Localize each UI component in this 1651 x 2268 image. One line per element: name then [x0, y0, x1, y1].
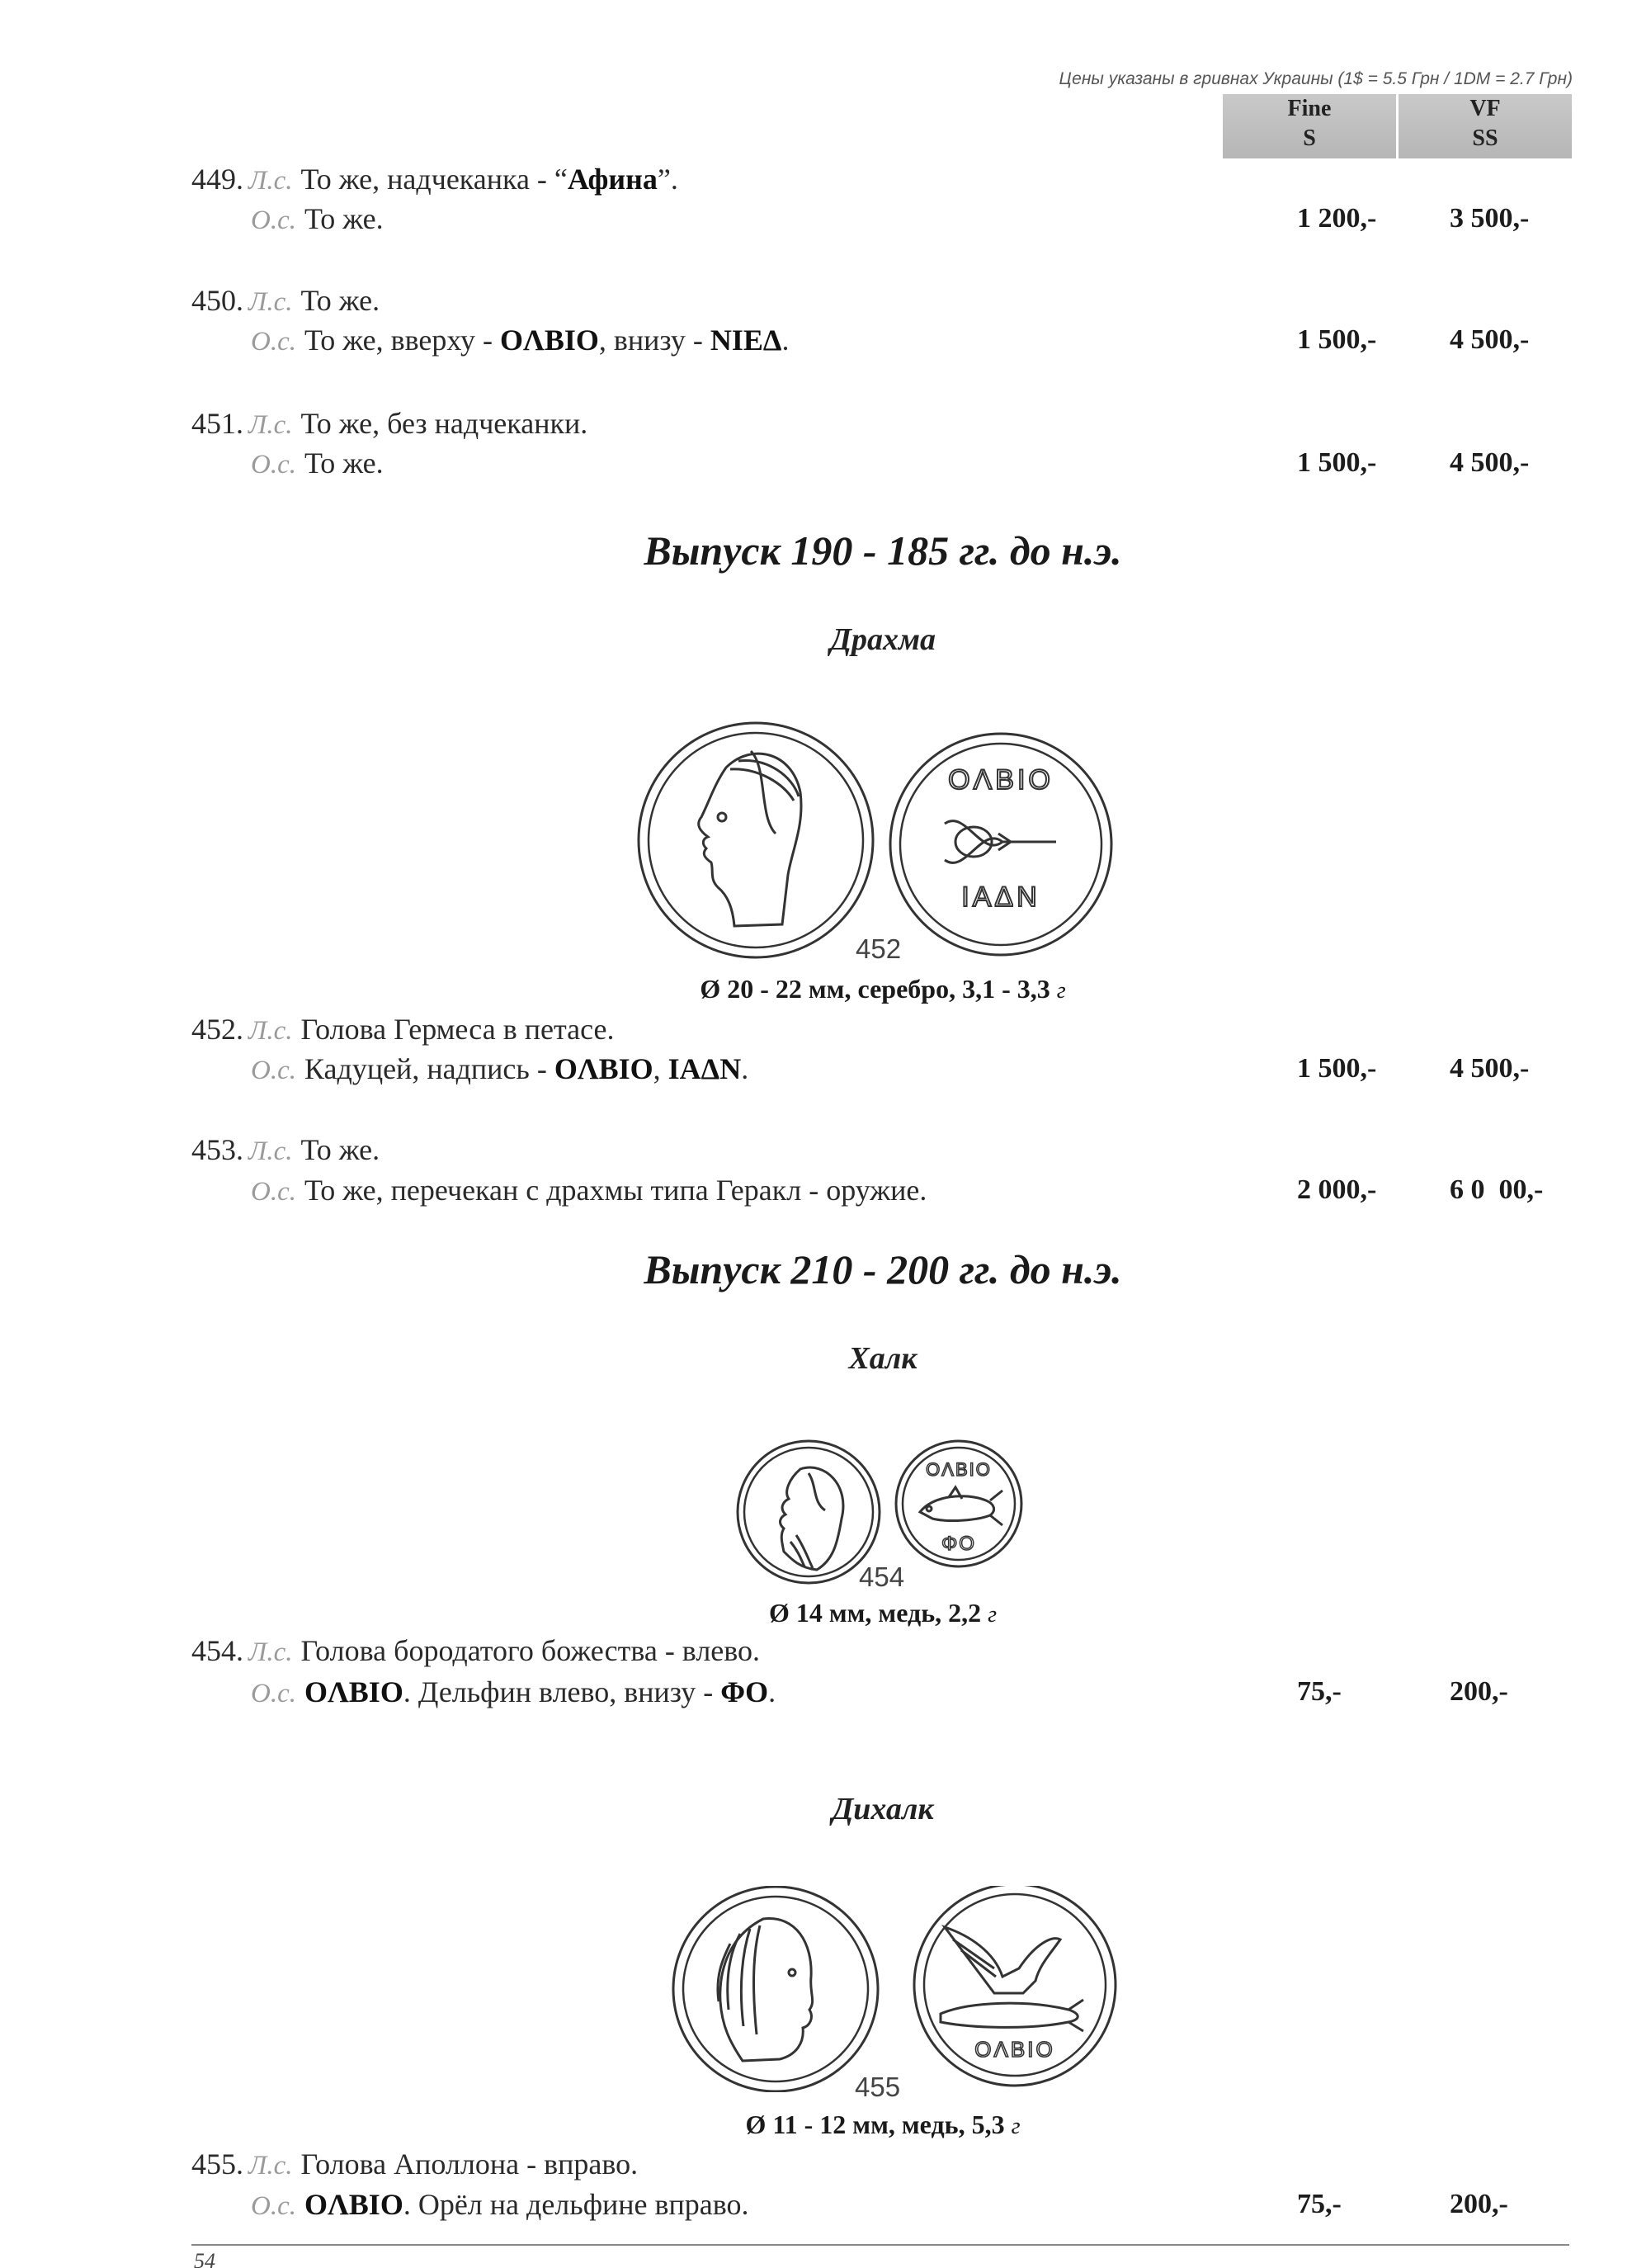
reverse-text: То же.: [304, 447, 384, 480]
column-header-fine: [1223, 94, 1396, 158]
reverse-label: О.с.: [251, 1056, 296, 1085]
entry-451-reverse: [251, 446, 384, 480]
entry-449-obverse: [191, 162, 678, 196]
coin-452-legend-top: OΛBIO: [948, 764, 1054, 796]
coin-452-number: 452: [856, 933, 902, 964]
entry-455-price-vf: 200,-: [1450, 2189, 1508, 2219]
coin-454-caption: [0, 1598, 1651, 1628]
denomination-heading-chalkous: Халк: [848, 1341, 917, 1376]
coin-455-number: 455: [855, 2072, 901, 2102]
reverse-mid: , внизу -: [598, 324, 710, 357]
column-header-vf-top: VF: [1469, 96, 1501, 121]
reverse-label: О.с.: [251, 2191, 296, 2221]
reverse-mid: . Орёл на дельфине вправо.: [403, 2188, 749, 2221]
obverse-label: Л.с.: [248, 1136, 293, 1166]
obverse-label: Л.с.: [248, 166, 293, 196]
coin-452-caption-unit: г: [1056, 978, 1066, 1004]
entry-number: 450.: [191, 284, 243, 317]
column-header-fine-top: Fine: [1287, 96, 1332, 121]
entry-454-price-fine: 75,-: [1297, 1676, 1342, 1707]
entry-number: 451.: [191, 407, 243, 440]
obverse-text: То же, надчеканка - “: [300, 163, 568, 196]
legend-iadn: IAΔN: [667, 1052, 742, 1085]
entry-452-reverse: [251, 1051, 748, 1086]
coin-454-legend-top: OΛBIO: [926, 1459, 992, 1480]
entry-449-reverse: [251, 201, 384, 236]
obverse-text: Голова Гермеса в петасе.: [300, 1013, 615, 1046]
coin-455-obverse: [673, 1887, 878, 2091]
reverse-text: То же, вверху -: [304, 324, 501, 357]
denomination-heading-dichalkon: Дихалк: [832, 1792, 934, 1826]
entry-number: 455.: [191, 2148, 243, 2181]
reverse-mid: ,: [653, 1052, 668, 1085]
obverse-text: То же, без надчеканки.: [300, 407, 588, 440]
entry-453-reverse: [251, 1173, 927, 1207]
entry-455-price-fine: 75,-: [1297, 2189, 1342, 2219]
entry-451-price-fine: 1 500,-: [1297, 447, 1377, 478]
entry-number: 449.: [191, 163, 243, 196]
entry-453-price-vf: 6 0 00,-: [1450, 1174, 1544, 1205]
legend-fo: ΦO: [720, 1675, 769, 1708]
obverse-label: Л.с.: [248, 1016, 293, 1046]
reverse-mid: . Дельфин влево, внизу -: [403, 1675, 721, 1708]
issue-heading-2: Выпуск 210 - 200 гг. до н.э.: [644, 1246, 1122, 1292]
obverse-label: Л.с.: [248, 2151, 293, 2181]
reverse-label: О.с.: [251, 327, 296, 357]
entry-454-obverse: [191, 1633, 760, 1668]
coin-455-caption-specs: Ø 11 - 12 мм, медь, 5,3: [745, 2110, 1012, 2139]
obverse-tail: ”.: [657, 163, 678, 196]
coin-454-legend-bottom: ΦO: [941, 1533, 976, 1555]
entry-451-obverse: [191, 406, 587, 441]
obverse-text: То же.: [300, 1133, 380, 1166]
column-header-vf-bottom: SS: [1472, 125, 1498, 151]
entry-455-reverse: [251, 2187, 749, 2222]
reverse-text: То же, перечекан с драхмы типа Геракл - оружие.: [304, 1174, 927, 1207]
footer-rule: [191, 2244, 1569, 2246]
entry-450-price-fine: 1 500,-: [1297, 324, 1377, 355]
reverse-label: О.с.: [251, 1177, 296, 1207]
denomination-heading-drachm: Драхма: [830, 622, 936, 657]
coin-452-caption-specs: Ø 20 - 22 мм, серебро, 3,1 - 3,3: [700, 974, 1057, 1004]
entry-454-price-vf: 200,-: [1450, 1676, 1508, 1707]
obverse-label: Л.с.: [248, 1637, 293, 1667]
coin-454-number: 454: [859, 1562, 905, 1592]
obverse-text: Голова Аполлона - вправо.: [300, 2148, 639, 2181]
reverse-tail: .: [741, 1052, 749, 1085]
legend-nied: NIEΔ: [710, 324, 782, 357]
obverse-label: Л.с.: [248, 410, 293, 440]
entry-450-obverse: [191, 283, 380, 318]
entry-452-obverse: [191, 1012, 615, 1047]
entry-455-obverse: [191, 2147, 638, 2181]
obverse-text: Голова бородатого божества - влево.: [300, 1634, 761, 1667]
coin-455-caption-unit: г: [1011, 2114, 1021, 2139]
legend-olbio: OΛBIO: [554, 1052, 653, 1085]
entry-number: 452.: [191, 1013, 243, 1046]
reverse-label: О.с.: [251, 206, 296, 235]
reverse-label: О.с.: [251, 450, 296, 480]
column-header-vf: [1399, 94, 1572, 158]
issue-heading-1: Выпуск 190 - 185 гг. до н.э.: [644, 527, 1122, 574]
coin-454-caption-specs: Ø 14 мм, медь, 2,2: [768, 1598, 988, 1628]
coin-455-legend: OΛBIO: [974, 2037, 1055, 2062]
coin-452-legend-bottom: IAΔN: [961, 881, 1040, 913]
coin-454-caption-unit: г: [988, 1602, 998, 1628]
reverse-tail: .: [781, 324, 790, 357]
page-number: 54: [194, 2249, 215, 2268]
entry-449-price-vf: 3 500,-: [1450, 203, 1530, 234]
reverse-tail: .: [768, 1675, 776, 1708]
overstrike-name: Афина: [567, 163, 658, 196]
entry-453-obverse: [191, 1132, 380, 1167]
coin-455-drawing: [664, 1886, 1126, 2092]
reverse-text: Кадуцей, надпись -: [304, 1052, 554, 1085]
obverse-label: Л.с.: [248, 287, 293, 317]
entry-449-price-fine: 1 200,-: [1297, 203, 1377, 234]
entry-number: 453.: [191, 1133, 243, 1166]
obverse-text: То же.: [300, 284, 380, 317]
legend-olbio: OΛBIO: [304, 2188, 403, 2221]
entry-450-reverse: [251, 323, 789, 357]
entry-452-price-fine: 1 500,-: [1297, 1053, 1377, 1084]
coin-452-obverse: [639, 723, 873, 957]
coin-455-caption: [0, 2110, 1651, 2140]
reverse-label: О.с.: [251, 1679, 296, 1708]
column-header-fine-bottom: S: [1303, 125, 1316, 151]
entry-450-price-vf: 4 500,-: [1450, 324, 1530, 355]
legend-olbio: OΛBIO: [500, 324, 599, 357]
price-currency-note: Цены указаны в гривнах Украины (1$ = 5.5 Грн / 1DM = 2.7 Грн): [1059, 69, 1573, 88]
entry-453-price-fine: 2 000,-: [1297, 1174, 1377, 1205]
entry-454-reverse: [251, 1675, 776, 1709]
legend-olbio: OΛBIO: [304, 1675, 403, 1708]
entry-451-price-vf: 4 500,-: [1450, 447, 1530, 478]
entry-452-price-vf: 4 500,-: [1450, 1053, 1530, 1084]
entry-number: 454.: [191, 1634, 243, 1667]
reverse-text: То же.: [304, 202, 384, 235]
coin-452-caption: [0, 974, 1651, 1004]
